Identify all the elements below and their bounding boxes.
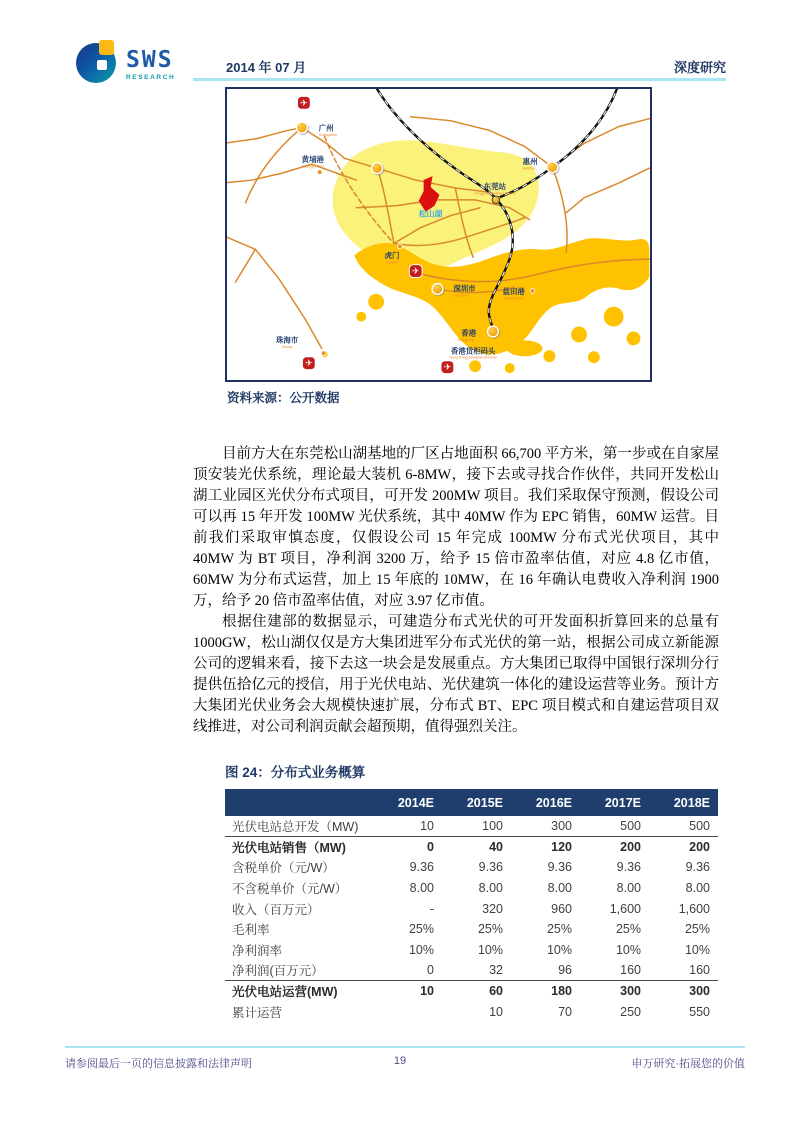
row-value: 120 (551, 839, 572, 854)
table-row (225, 878, 718, 899)
page-number: 19 (393, 1055, 407, 1067)
report-type-label: 深度研究 (673, 60, 726, 75)
place-label: 惠州 (522, 157, 538, 167)
row-value: 9.36 (547, 860, 572, 875)
row-value: 500 (689, 818, 710, 833)
place-label: 盐田港 (502, 286, 525, 296)
row-value: 25% (615, 922, 641, 937)
city-marker (487, 326, 498, 337)
station-marker (492, 196, 500, 204)
row-value: 10 (420, 818, 434, 833)
place-label: 香港货柜码头 (450, 346, 496, 356)
row-value: 10% (477, 942, 503, 957)
row-value: 40 (489, 839, 503, 854)
table-header-row (225, 789, 718, 816)
place-label: 香港 (461, 328, 477, 338)
row-value: 0 (427, 839, 434, 854)
place-label-en: Huizhou (522, 166, 536, 171)
row-value: 200 (620, 839, 641, 854)
table-row (225, 837, 718, 858)
city-marker (547, 162, 558, 173)
row-value: 300 (689, 984, 710, 999)
row-value: 10% (615, 942, 641, 957)
table-year-header: 2014E (397, 795, 434, 810)
place-label-en: Guangzhou (318, 133, 338, 138)
row-value: 250 (620, 1004, 641, 1019)
table-title: 图 24：分布式业务概算 (225, 765, 366, 780)
table-row (225, 816, 718, 837)
row-value: 9.36 (616, 860, 641, 875)
row-value: 96 (558, 962, 572, 977)
city-marker (372, 163, 383, 174)
place-label: 广州 (318, 123, 334, 133)
row-value: 160 (689, 962, 710, 977)
footer-rule (65, 1046, 745, 1048)
row-value: 8.00 (478, 881, 503, 896)
place-label-en: Shenzhen (453, 293, 470, 298)
port-marker (321, 351, 326, 356)
city-marker (296, 122, 307, 133)
row-value: 70 (558, 1004, 572, 1019)
row-value: 10% (408, 942, 434, 957)
airport-icon (302, 357, 315, 370)
row-value: 10% (546, 942, 572, 957)
row-value: 320 (482, 901, 503, 916)
row-value: - (429, 901, 434, 916)
port-marker (317, 170, 322, 175)
row-label: 不含税单价（元/W） (232, 882, 348, 897)
row-value: 300 (551, 818, 572, 833)
table-row (225, 1001, 718, 1022)
place-label: 珠海市 (275, 335, 299, 345)
map-figure (225, 87, 652, 382)
row-value: 8.00 (547, 881, 572, 896)
place-label-en: Yantian Port (504, 296, 524, 301)
row-value: 9.36 (478, 860, 503, 875)
place-label: 深圳市 (453, 283, 476, 293)
place-label-en: Humen (386, 260, 398, 265)
table-row (225, 960, 718, 981)
table-year-header: 2018E (673, 795, 710, 810)
row-value: 8.00 (616, 881, 641, 896)
table-year-header: 2017E (604, 795, 641, 810)
row-value: 10 (489, 1004, 503, 1019)
table-row (225, 857, 718, 878)
row-value: 8.00 (685, 881, 710, 896)
logo-white-square-icon (97, 60, 107, 70)
logo-yellow-square-icon (99, 40, 114, 55)
row-label: 净利润率 (232, 943, 283, 958)
row-value: 200 (689, 839, 710, 854)
row-value: 25% (546, 922, 572, 937)
row-value: 8.00 (409, 881, 434, 896)
row-value: 300 (620, 984, 641, 999)
logo-wordmark (126, 49, 175, 82)
row-value: 9.36 (409, 860, 434, 875)
airport-icon (297, 96, 310, 109)
place-label-en: Huangpu Port (301, 164, 324, 169)
place-label: 松山湖 (418, 209, 443, 219)
region-map (227, 89, 650, 380)
table-row (225, 981, 718, 1002)
place-label-en: Hongkong (457, 337, 475, 342)
row-value: 32 (489, 962, 503, 977)
place-label-en: Hong Kong container terminal (449, 355, 497, 360)
row-label: 光伏电站运营(MW) (232, 985, 338, 1000)
row-value: 100 (482, 818, 503, 833)
port-marker (530, 289, 535, 294)
row-value: 25% (684, 922, 710, 937)
row-value: 180 (551, 984, 572, 999)
footer-disclaimer: 请参阅最后一页的信息披露和法律声明 (65, 1058, 252, 1070)
svg-text:✈: ✈ (300, 97, 308, 108)
report-date: 2014 年 07 月 (226, 60, 307, 75)
row-value: 10 (420, 984, 434, 999)
header-rule (193, 78, 726, 81)
row-label: 毛利率 (232, 923, 270, 938)
row-label: 含税单价（元/W） (232, 861, 335, 876)
row-value: 60 (489, 984, 503, 999)
forecast-table (225, 789, 718, 1022)
row-value: 500 (620, 818, 641, 833)
table-row (225, 940, 718, 961)
paragraph: 根据住建部的数据显示，可建造分布式光伏的可开发面积折算回来的总量有 1000GW，松山湖仅仅是方大集团进军分布式光伏的第一站，根据公司成立新能源公司的逻辑来看，接下去这一块会是发展重点。方大集团已取得中国银行深圳分行提供伍拾亿元的授信，用于光伏电站、光伏建筑一体化的建设运营等业务。预计方大集团光伏业务会大规模快速扩展，分布式 BT、EPC 项目模式和自建运营项目双线推进，对公司利润贡献会超预期，值得强烈关注。 (193, 614, 719, 735)
logo-sub-text: RESEARCH (126, 74, 176, 81)
table-year-header: 2015E (466, 795, 503, 810)
row-label: 收入（百万元） (232, 902, 320, 917)
svg-text:✈: ✈ (443, 362, 452, 373)
table-row (225, 919, 718, 940)
row-value: 9.36 (685, 860, 710, 875)
row-value: 25% (477, 922, 503, 937)
row-value: 10% (684, 942, 710, 957)
port-marker (398, 244, 403, 249)
row-value: 960 (551, 901, 572, 916)
row-value: 0 (427, 962, 434, 977)
place-label-en: Dongguan Railway Station (474, 191, 516, 196)
table-year-header: 2016E (535, 795, 572, 810)
row-value: 1,600 (609, 901, 641, 916)
row-value: 25% (408, 922, 434, 937)
row-label: 光伏电站销售（MW) (232, 840, 346, 855)
body-text (193, 444, 719, 738)
place-label: 虎门 (384, 251, 400, 261)
row-value: 1,600 (678, 901, 710, 916)
svg-text:✈: ✈ (305, 358, 313, 369)
place-label: 黄埔港 (301, 155, 324, 165)
sws-logo-icon (76, 40, 120, 84)
table-row (225, 898, 718, 919)
logo-brand-text: SWS (126, 47, 174, 73)
place-label: 东莞站 (483, 181, 507, 191)
airport-icon (441, 361, 454, 374)
row-label: 净利润(百万元） (232, 963, 324, 978)
row-value: 160 (620, 962, 641, 977)
svg-text:✈: ✈ (412, 266, 420, 277)
place-label-en: Zhuhai (281, 344, 293, 349)
city-marker (432, 283, 443, 294)
paragraph: 目前方大在东莞松山湖基地的厂区占地面积 66,700 平方米，第一步或在自家屋顶安装光伏系统，理论最大装机 6-8MW，接下去或寻找合作伙伴，共同开发松山湖工业园区光伏分布式项目，可开发 200MW 项目。我们采取保守预测，假设公司可以再 15 年开发 100MW 光伏系统，其中 40MW 作为 EPC 销售，60MW 运营。目前我们采取审慎态度，仅假设公司 15 年完成 100MW 分布式光伏项目，其中 40MW 为 BT 项目，净利润 3200 万，给予 15 倍市盈率估值，对应 4.8 亿市值，60MW 为分布式运营，加上 15 年底的 10MW，在 16 年确认电费收入净利润 1900 万，给予 20 倍市盈率估值，对应 3.97 亿市值。 (193, 446, 719, 609)
table-body (225, 816, 718, 1022)
airport-icon (409, 265, 422, 278)
row-label: 光伏电站总开发（MW) (232, 819, 359, 834)
footer-slogan: 申万研究·拓展您的价值 (631, 1058, 745, 1070)
figure-source: 资料来源：公开数据 (227, 391, 340, 405)
row-label: 累计运营 (232, 1005, 283, 1020)
row-value: 550 (689, 1004, 710, 1019)
